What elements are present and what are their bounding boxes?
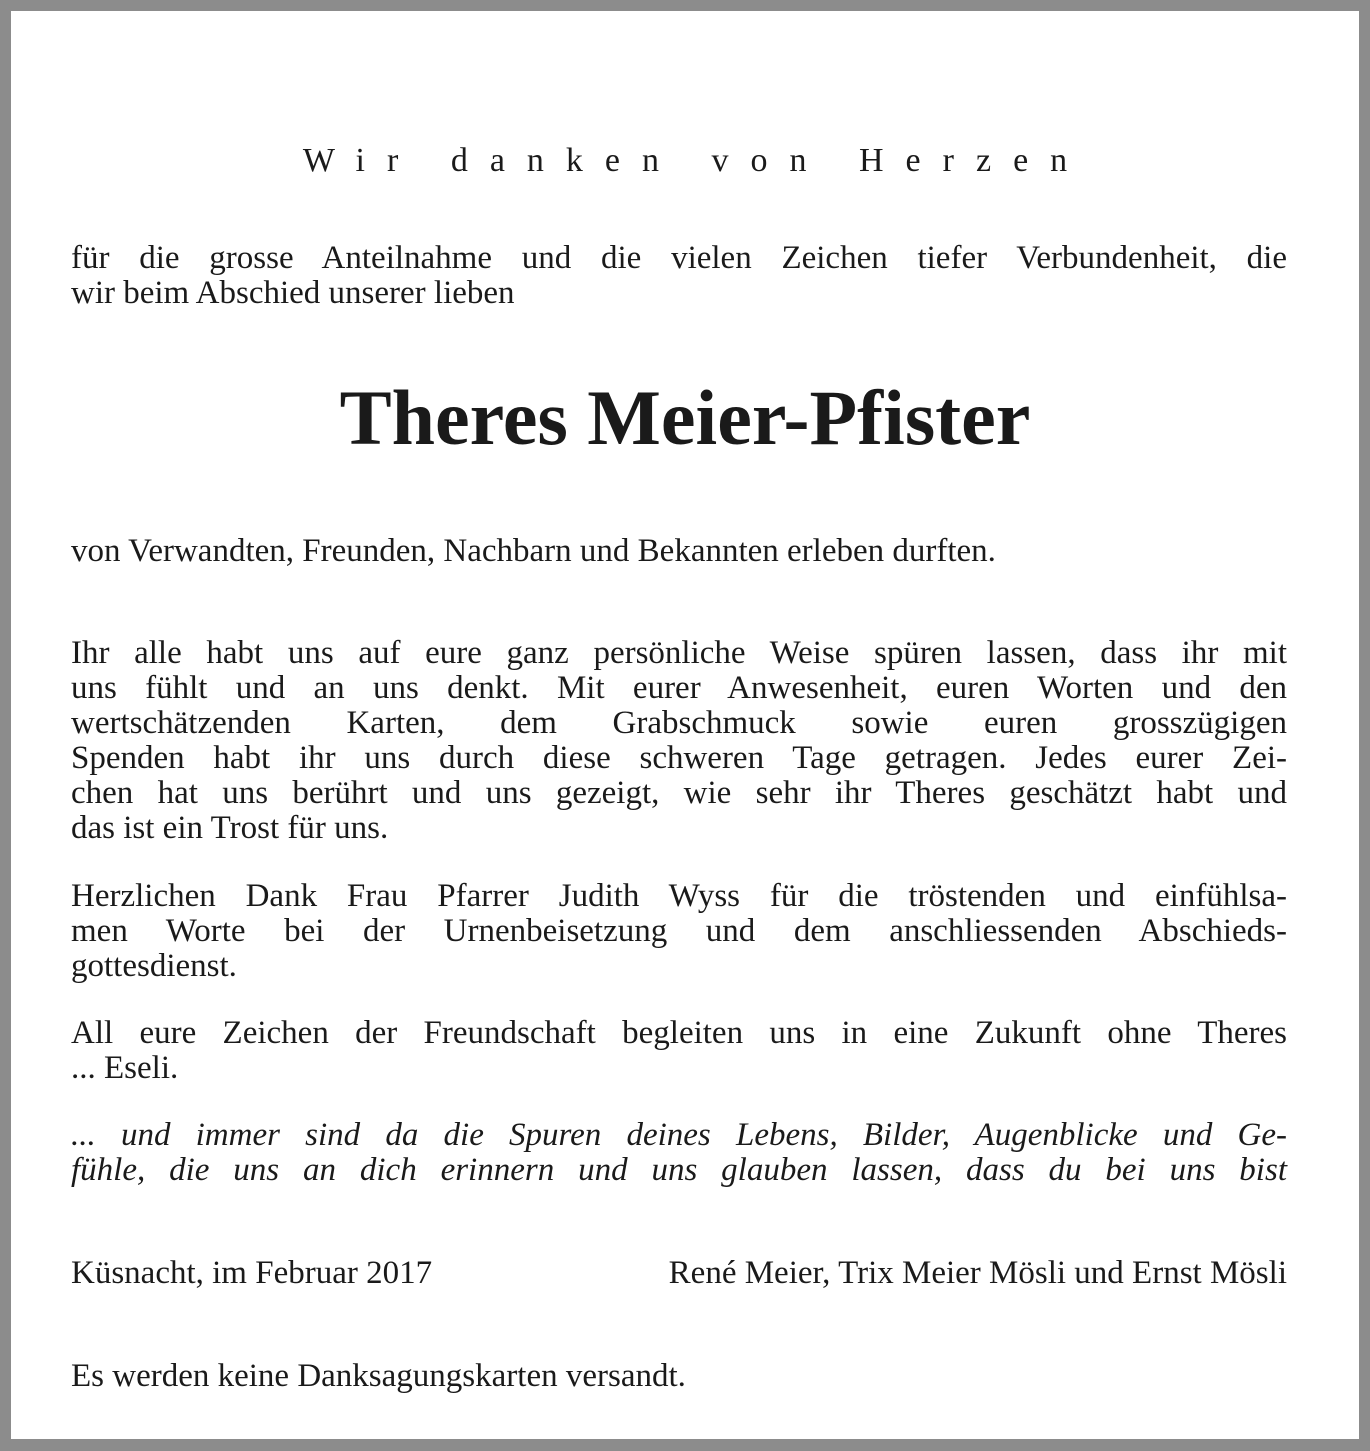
- thanks-paragraph: [71, 636, 1287, 846]
- after-name-line: von Verwandten, Freunden, Nachbarn und Bekannten erleben durften.: [71, 533, 996, 569]
- footer-note: [71, 1359, 1287, 1394]
- signature-line: [71, 1256, 1287, 1291]
- paragraph-line: wertschätzenden Karten, dem Grabschmuck sowie euren grosszügigen: [71, 705, 1287, 741]
- paragraph-line: uns fühlt und an uns denkt. Mit eurer Anwesenheit, euren Worten und den: [71, 670, 1287, 706]
- intro-line: für die grosse Anteilnahme und die vielen Zeichen tiefer Verbundenheit, die: [71, 240, 1287, 276]
- pastor-thanks-paragraph: [71, 879, 1287, 984]
- quote-line: ... und immer sind da die Spuren deines Lebens, Bilder, Augenblicke und Ge-: [71, 1117, 1287, 1153]
- signatories: René Meier, Trix Meier Mösli und Ernst Mösli: [668, 1255, 1287, 1291]
- paragraph-line: chen hat uns berührt und uns gezeigt, wie sehr ihr Theres geschätzt habt und: [71, 775, 1287, 811]
- intro-line: wir beim Abschied unserer lieben: [71, 275, 515, 311]
- place-date: Küsnacht, im Februar 2017: [71, 1255, 433, 1291]
- after-name-text: [71, 534, 1287, 569]
- paragraph-line: Herzlichen Dank Frau Pfarrer Judith Wyss für die tröstenden und einfühlsa-: [71, 878, 1287, 914]
- friendship-paragraph: [71, 1016, 1287, 1086]
- memorial-quote: [71, 1118, 1287, 1188]
- paragraph-line: ... Eseli.: [71, 1050, 179, 1086]
- quote-line: fühle, die uns an dich erinnern und uns glauben lassen, dass du bei uns bist: [71, 1152, 1287, 1188]
- paragraph-line: Spenden habt ihr uns durch diese schweren Tage getragen. Jedes eurer Zei-: [71, 740, 1287, 776]
- paragraph-line: gottesdienst.: [71, 948, 237, 984]
- paragraph-line: das ist ein Trost für uns.: [71, 810, 389, 846]
- paragraph-line: All eure Zeichen der Freundschaft begleiten uns in eine Zukunft ohne Theres: [71, 1015, 1287, 1051]
- intro-text: [71, 241, 1287, 311]
- paragraph-line: men Worte bei der Urnenbeisetzung und dem anschliessenden Abschieds-: [71, 913, 1287, 949]
- footer-line: Es werden keine Danksagungskarten versandt.: [71, 1358, 686, 1394]
- deceased-name: Theres Meier-Pfister: [339, 374, 1031, 461]
- notice-heading: Wir danken von Herzen: [302, 142, 1090, 179]
- obituary-notice: [11, 11, 1359, 1439]
- paragraph-line: Ihr alle habt uns auf eure ganz persönliche Weise spüren lassen, dass ihr mit: [71, 635, 1287, 671]
